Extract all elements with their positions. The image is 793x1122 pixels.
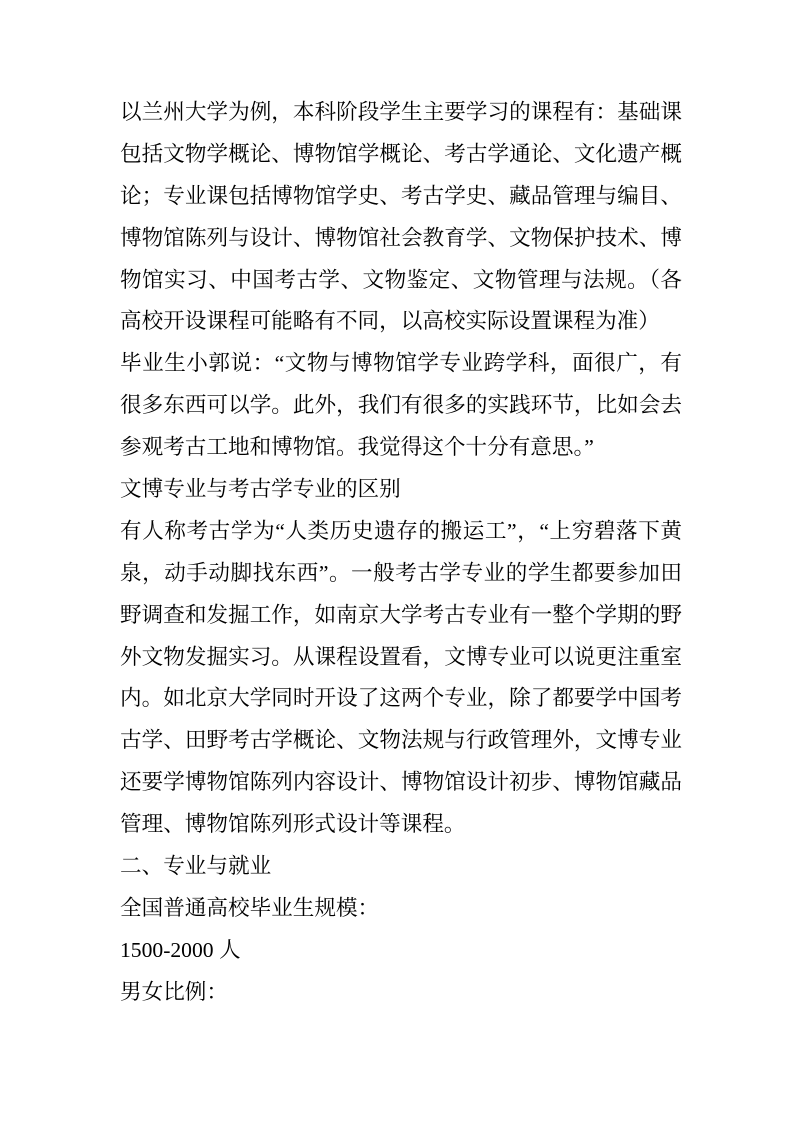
- text-line: 1500-2000 人: [120, 937, 241, 962]
- text-line: 还要学博物馆陈列内容设计、博物馆设计初步、博物馆藏品: [120, 770, 682, 795]
- text-line: 毕业生小郭说：“文物与博物馆学专业跨学科，面很广，有: [120, 351, 682, 376]
- text-line: 内。如北京大学同时开设了这两个专业，除了都要学中国考: [120, 686, 682, 711]
- text-line: 文博专业与考古学专业的区别: [120, 477, 401, 502]
- text-line: 男女比例：: [120, 979, 228, 1004]
- text-line: 参观考古工地和博物馆。我觉得这个十分有意思。”: [120, 435, 594, 460]
- text-line: 全国普通高校毕业生规模：: [120, 895, 380, 920]
- text-line: 包括文物学概论、博物馆学概论、考古学通论、文化遗产概: [120, 141, 682, 166]
- text-line: 野调查和发掘工作，如南京大学考古专业有一整个学期的野: [120, 602, 682, 627]
- text-line: 以兰州大学为例，本科阶段学生主要学习的课程有：基础课: [120, 100, 682, 124]
- text-line: 二、专业与就业: [120, 854, 272, 879]
- text-line: 博物馆陈列与设计、博物馆社会教育学、文物保护技术、博: [120, 225, 682, 250]
- text-line: 外文物发掘实习。从课程设置看，文博专业可以说更注重室: [120, 644, 682, 669]
- text-line: 论；专业课包括博物馆学史、考古学史、藏品管理与编目、: [120, 183, 682, 208]
- text-line: 管理、博物馆陈列形式设计等课程。: [120, 812, 466, 837]
- text-line: 古学、田野考古学概论、文物法规与行政管理外，文博专业: [120, 728, 682, 753]
- text-line: 有人称考古学为“人类历史遗存的搬运工”，“上穷碧落下黄: [120, 518, 682, 543]
- document-text-block: [120, 92, 682, 1014]
- text-line: 高校开设课程可能略有不同，以高校实际设置课程为准）: [120, 309, 660, 334]
- text-line: 很多东西可以学。此外，我们有很多的实践环节，比如会去: [120, 393, 682, 418]
- text-line: 泉，动手动脚找东西”。一般考古学专业的学生都要参加田: [120, 560, 682, 585]
- text-line: 物馆实习、中国考古学、文物鉴定、文物管理与法规。（各: [120, 267, 682, 292]
